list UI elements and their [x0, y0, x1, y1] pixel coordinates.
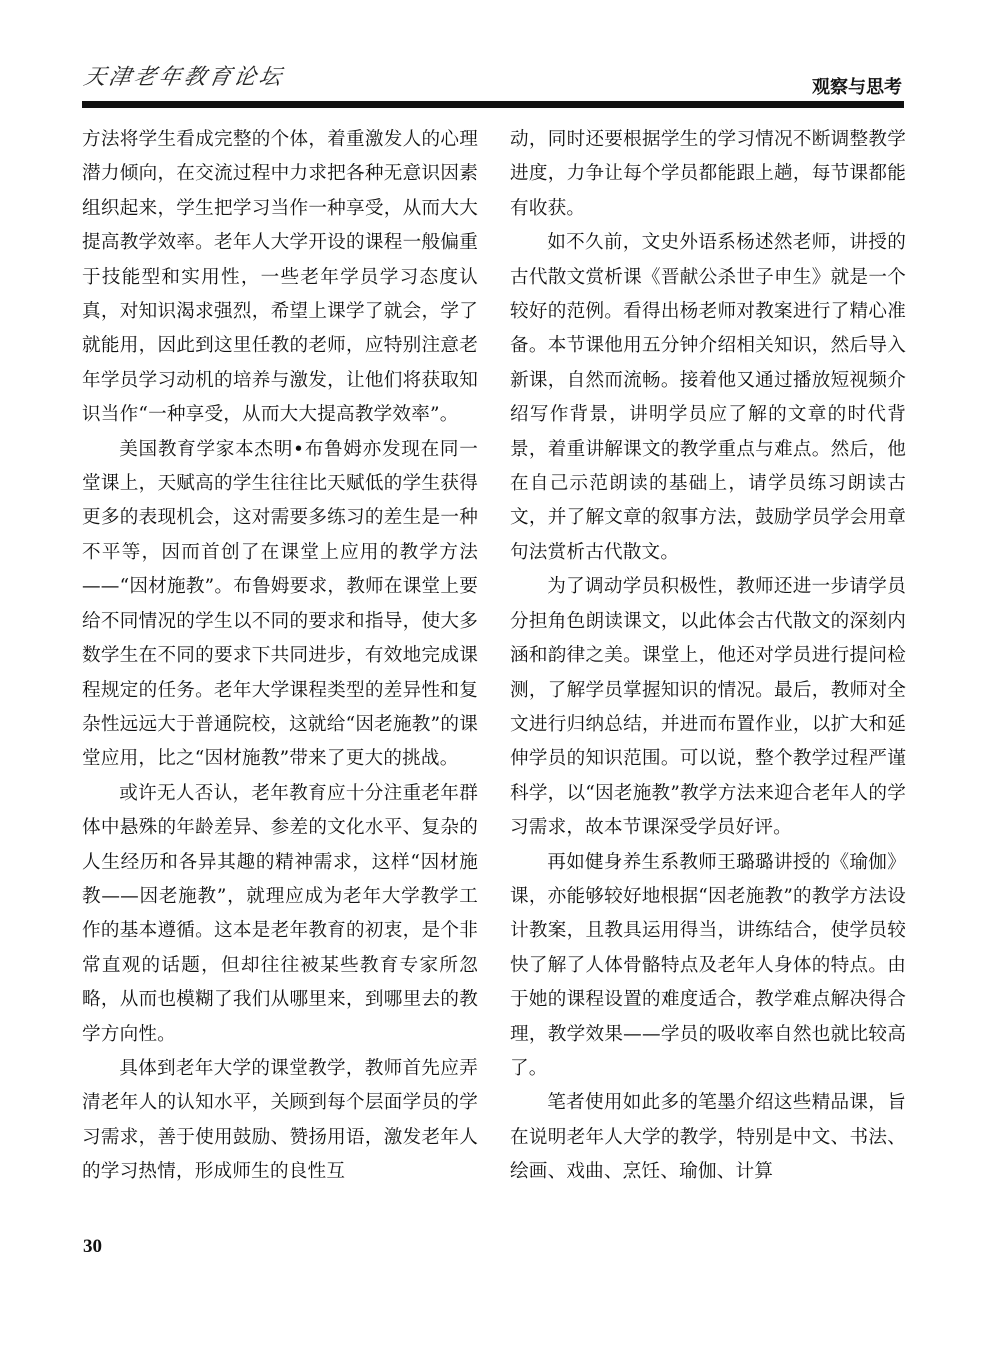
- paragraph: 再如健身养生系教师王璐璐讲授的《瑜伽》课，亦能够较好地根据“因老施教”的教学方法设计教案，且教具运用得当，讲练结合，使学员较快了解了人体骨骼特点及老年人身体的特点。由于她的课程设置的难度适合，教学难点解决得合理，教学效果——学员的吸收率自然也就比较高了。: [510, 851, 906, 1079]
- paragraph: 或许无人否认，老年教育应十分注重老年群体中悬殊的年龄差异、参差的文化水平、复杂的人生经历和各异其趣的精神需求，这样“因材施教——因老施教”，就理应成为老年大学教学工作的基本遵循。这本是老年教育的初衷，是个非常直观的话题，但却往往被某些教育专家所忽略，从而也模糊了我们从哪里来，到哪里去的教学方向性。: [82, 782, 478, 1045]
- page-header: [0, 0, 992, 112]
- paragraph: 笔者使用如此多的笔墨介绍这些精品课，旨在说明老年人大学的教学，特别是中文、书法、绘画、戏曲、烹饪、瑜伽、计算: [510, 1092, 906, 1183]
- paragraph: 具体到老年大学的课堂教学，教师首先应弄清老年人的认知水平，关顾到每个层面学员的学习需求，善于使用鼓励、赞扬用语，激发老年人的学习热情，形成师生的良性互: [82, 1057, 478, 1183]
- paragraph: 方法将学生看成完整的个体，着重激发人的心理潜力倾向，在交流过程中力求把各种无意识因素组织起来，学生把学习当作一种享受，从而大大提高教学效率。老年人大学开设的课程一般偏重于技能型和实用性，一些老年学员学习态度认真，对知识渴求强烈，希望上课学了就会，学了就能用，因此到这里任教的老师，应特别注意老年学员学习动机的培养与激发，让他们将获取知识当作“一种享受，从而大大提高教学效率”。: [82, 129, 478, 426]
- page-number: 30: [83, 1236, 102, 1257]
- right-column: [510, 123, 906, 1190]
- section-label: 观察与思考: [812, 77, 902, 98]
- paragraph: 动，同时还要根据学生的学习情况不断调整教学进度，力争让每个学员都能跟上趟，每节课都能有收获。: [510, 129, 906, 219]
- left-column: [82, 123, 478, 1190]
- paragraph: 为了调动学员积极性，教师还进一步请学员分担角色朗读课文，以此体会古代散文的深刻内涵和韵律之美。课堂上，他还对学员进行提问检测，了解学员掌握知识的情况。最后，教师对全文进行归纳总结，并进而布置作业，以扩大和延伸学员的知识范围。可以说，整个教学过程严谨科学，以“因老施教”教学方法来迎合老年人的学习需求，故本节课深受学员好评。: [510, 576, 906, 839]
- journal-logo: 天津老年教育论坛: [81, 65, 287, 90]
- paragraph: 美国教育学家本杰明•布鲁姆亦发现在同一堂课上，天赋高的学生往往比天赋低的学生获得更多的表现机会，这对需要多练习的差生是一种不平等，因而首创了在课堂上应用的教学方法——“因材施教”。布鲁姆要求，教师在课堂上要给不同情况的学生以不同的要求和指导，使大多数学生在不同的要求下共同进步，有效地完成课程规定的任务。老年大学课程类型的差异性和复杂性远远大于普通院校，这就给“因老施教”的课堂应用，比之“因材施教”带来了更大的挑战。: [82, 438, 478, 770]
- paragraph: 如不久前，文史外语系杨述然老师，讲授的古代散文赏析课《晋献公杀世子申生》就是一个较好的范例。看得出杨老师对教案进行了精心准备。本节课他用五分钟介绍相关知识，然后导入新课，自然而流畅。接着他又通过播放短视频介绍写作背景，讲明学员应了解的文章的时代背景，着重讲解课文的教学重点与难点。然后，他在自己示范朗读的基础上，请学员练习朗读古文，并了解文章的叙事方法，鼓励学员学会用章句法赏析古代散文。: [510, 232, 906, 563]
- header-rule: [82, 101, 904, 108]
